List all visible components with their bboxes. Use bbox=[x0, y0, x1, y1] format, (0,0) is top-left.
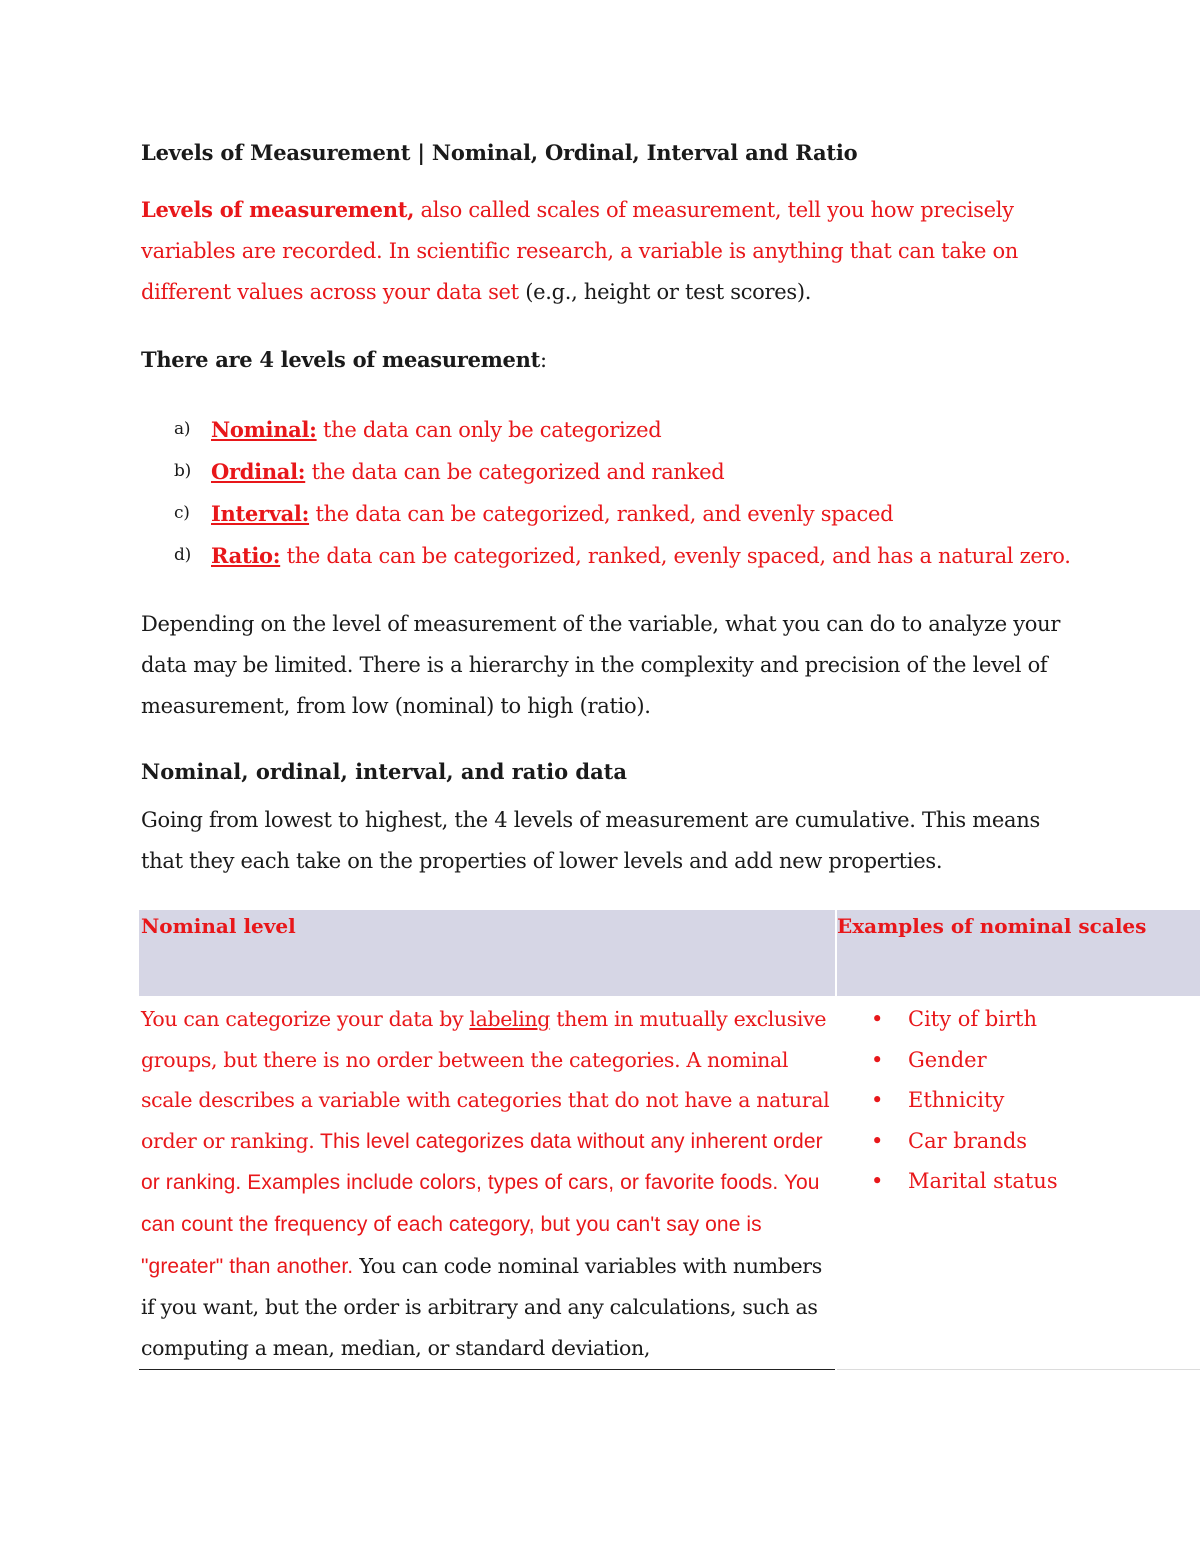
level-description: the data can be categorized, ranked, evenly spaced, and has a natural zero. bbox=[280, 544, 1071, 568]
list-item bbox=[141, 451, 1200, 493]
levels-heading bbox=[141, 339, 1200, 381]
hierarchy-paragraph: Depending on the level of measurement of the variable, what you can do to analyze your data may be limited. There is a hierarchy in the complexity and precision of the level of measurement, from low (nominal) to high (ratio). bbox=[141, 612, 1061, 718]
table-header-row bbox=[139, 910, 1200, 996]
list-item: • Car brands bbox=[837, 1121, 1200, 1162]
examples-list bbox=[837, 996, 1200, 1202]
level-term: Interval: bbox=[211, 501, 310, 526]
document-body bbox=[141, 140, 1200, 882]
cell-underlined-word: labeling bbox=[469, 1007, 551, 1031]
list-marker: b) bbox=[174, 461, 191, 481]
intro-lead: Levels of measurement, bbox=[141, 197, 415, 222]
levels-heading-colon: : bbox=[539, 348, 547, 372]
nominal-description-cell bbox=[139, 996, 835, 1370]
intro-black-text: (e.g., height or test scores). bbox=[518, 280, 812, 304]
levels-heading-bold: There are 4 levels of measurement bbox=[141, 347, 540, 372]
list-marker: c) bbox=[174, 503, 190, 523]
list-item: • Marital status bbox=[837, 1161, 1200, 1202]
level-term: Nominal: bbox=[211, 417, 317, 442]
list-item bbox=[141, 493, 1200, 535]
table-header-nominal-level: Nominal level bbox=[139, 910, 835, 996]
levels-list bbox=[141, 409, 1200, 577]
cell-black-text: You can code nominal variables with numbers if you want, but the order is arbitrary and any calculations, such as computing a mean, median, or standard deviation, bbox=[141, 1253, 822, 1360]
section-heading: Nominal, ordinal, interval, and ratio data bbox=[141, 759, 627, 784]
list-item: • City of birth bbox=[837, 999, 1200, 1040]
list-item bbox=[141, 409, 1200, 451]
list-marker: a) bbox=[174, 419, 191, 439]
cell-text-part1: You can categorize your data by bbox=[141, 1007, 470, 1031]
examples-cell bbox=[837, 996, 1200, 1370]
cell-text-part2: them in mutually exclusive groups, but there is no order between the categories. A nominal scale describes a variable with categories that do not have a natural order or ranking. bbox=[141, 1007, 830, 1153]
level-description: the data can be categorized, ranked, and evenly spaced bbox=[309, 502, 894, 526]
table-row bbox=[139, 996, 1200, 1370]
nominal-description bbox=[141, 999, 835, 1368]
list-item: • Gender bbox=[837, 1040, 1200, 1081]
list-item bbox=[141, 535, 1200, 577]
level-description: the data can be categorized and ranked bbox=[305, 460, 725, 484]
document-title: Levels of Measurement | Nominal, Ordinal, Interval and Ratio bbox=[141, 140, 858, 165]
intro-paragraph bbox=[141, 189, 1071, 313]
cumulative-paragraph: Going from lowest to highest, the 4 levels of measurement are cumulative. This means that they each take on the properties of lower levels and add new properties. bbox=[141, 808, 1040, 873]
cell-sans-text: This level categorizes data without any inherent order or ranking. Examples include colors, types of cars, or favorite foods. You can count the frequency of each category, but you can't say one is "greater" than another. bbox=[141, 1129, 823, 1278]
level-term: Ordinal: bbox=[211, 459, 306, 484]
level-description: the data can only be categorized bbox=[316, 418, 662, 442]
level-term: Ratio: bbox=[211, 543, 281, 568]
intro-red-text: also called scales of measurement, tell you how precisely variables are recorded. In scientific research, a variable is anything that can take on different values across your data set bbox=[141, 198, 1019, 304]
table-header-examples: Examples of nominal scales bbox=[837, 910, 1200, 996]
list-item: • Ethnicity bbox=[837, 1080, 1200, 1121]
nominal-table bbox=[139, 910, 1200, 1370]
list-marker: d) bbox=[174, 545, 191, 565]
